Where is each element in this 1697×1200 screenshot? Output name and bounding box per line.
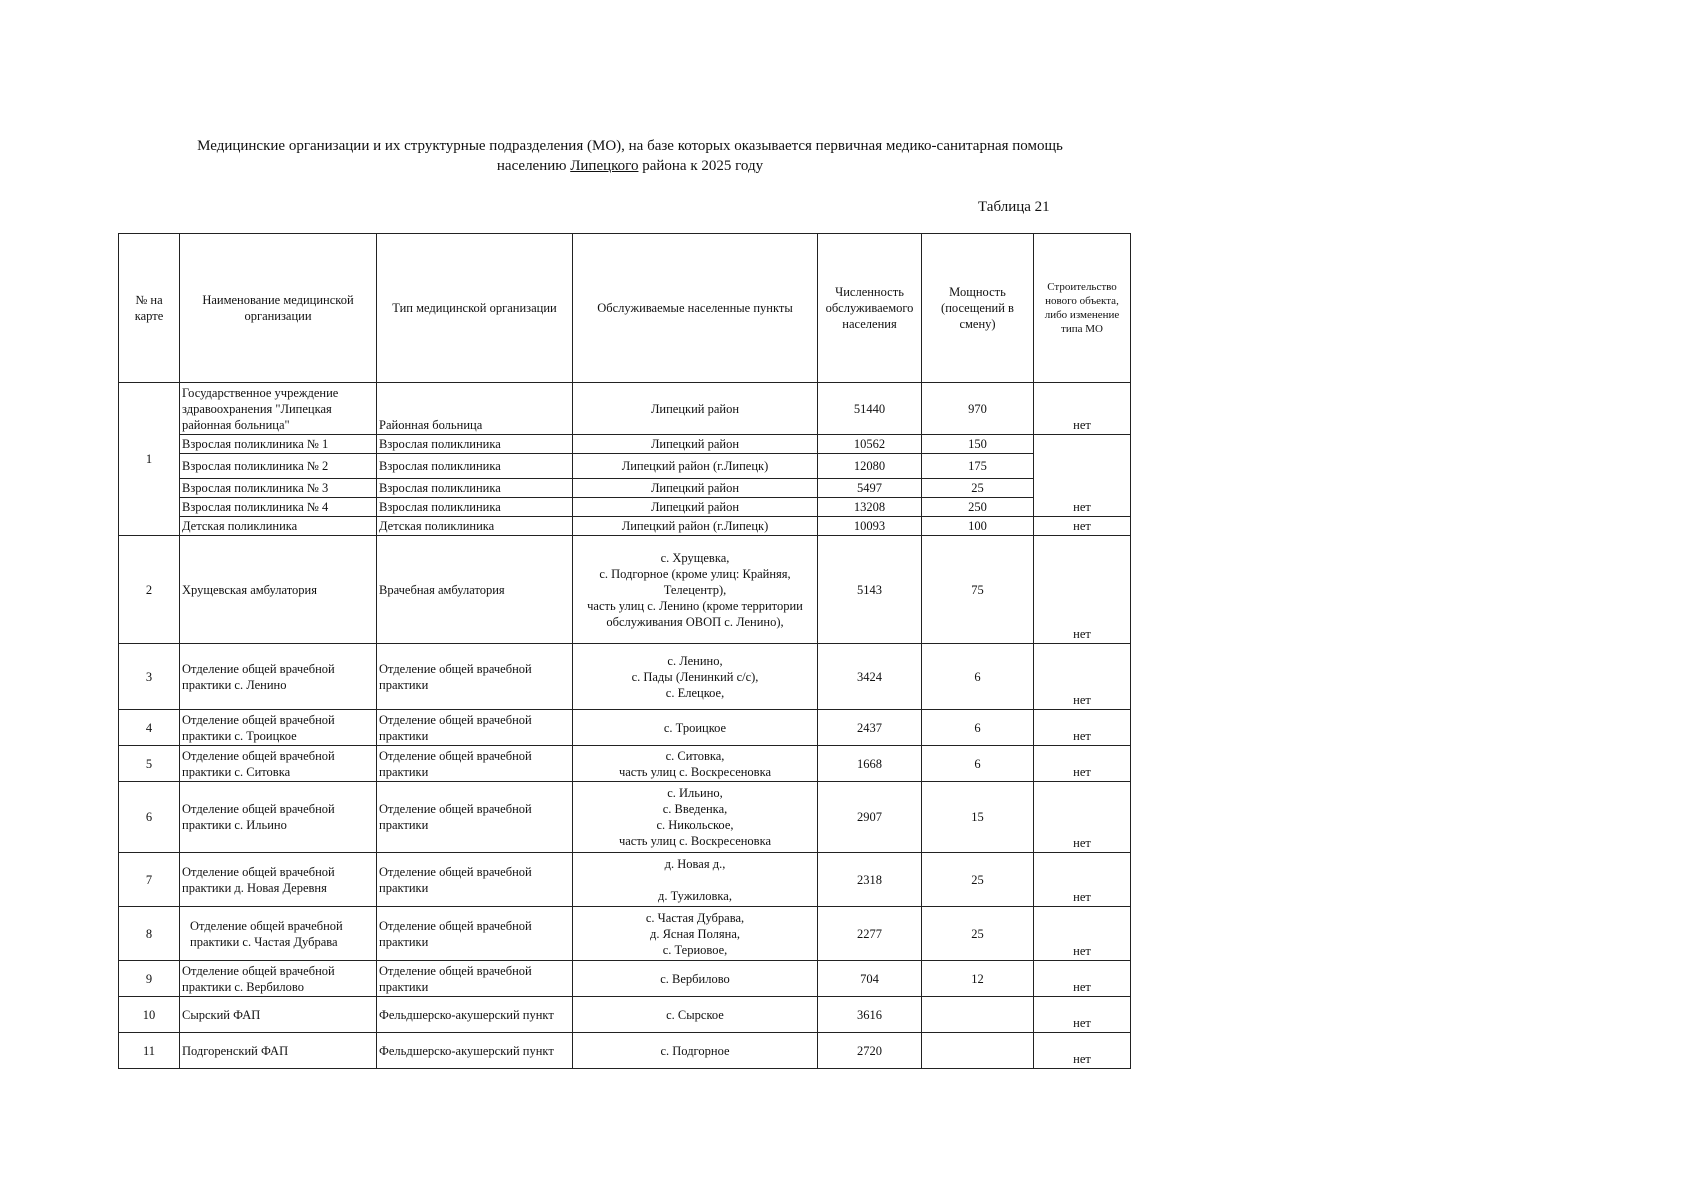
cell-name: Отделение общей врачебной практики с. Ленино	[180, 644, 377, 710]
table-row	[119, 435, 1131, 454]
cell-capacity: 15	[922, 782, 1034, 853]
cell-construction: нет	[1034, 517, 1131, 536]
header-name: Наименование медицинской организации	[180, 234, 377, 383]
cell-capacity: 150	[922, 435, 1034, 454]
table-row	[119, 746, 1131, 782]
table-row	[119, 961, 1131, 997]
header-capacity: Мощность (посещений в смену)	[922, 234, 1034, 383]
table-row	[119, 383, 1131, 435]
cell-num: 10	[119, 997, 180, 1033]
cell-type: Отделение общей врачебной практики	[377, 961, 573, 997]
title-line-2	[130, 156, 1130, 176]
cell-name: Взрослая поликлиника № 4	[180, 498, 377, 517]
cell-served: Липецкий район	[573, 435, 818, 454]
cell-type: Отделение общей врачебной практики	[377, 853, 573, 907]
title-pre: населению	[496, 158, 567, 174]
cell-num: 11	[119, 1033, 180, 1069]
cell-served: Липецкий район	[573, 498, 818, 517]
cell-type: Отделение общей врачебной практики	[377, 710, 573, 746]
cell-population: 3424	[818, 644, 922, 710]
cell-capacity: 6	[922, 746, 1034, 782]
cell-type: Взрослая поликлиника	[377, 454, 573, 479]
table-row	[119, 782, 1131, 853]
table-row	[119, 644, 1131, 710]
table-row	[119, 536, 1131, 644]
cell-capacity: 250	[922, 498, 1034, 517]
cell-name: Отделение общей врачебной практики с. Троицкое	[180, 710, 377, 746]
cell-population: 1668	[818, 746, 922, 782]
cell-population: 12080	[818, 454, 922, 479]
cell-population: 2437	[818, 710, 922, 746]
cell-name: Взрослая поликлиника № 2	[180, 454, 377, 479]
cell-name: Отделение общей врачебной практики с. Ситовка	[180, 746, 377, 782]
cell-name: Отделение общей врачебной практики с. Частая Дубрава	[180, 907, 377, 961]
header-population: Численность обслуживаемого населения	[818, 234, 922, 383]
cell-name: Взрослая поликлиника № 1	[180, 435, 377, 454]
cell-num: 5	[119, 746, 180, 782]
cell-served: Липецкий район (г.Липецк)	[573, 517, 818, 536]
table-row	[119, 454, 1131, 479]
cell-population: 2318	[818, 853, 922, 907]
cell-construction: нет	[1034, 536, 1131, 644]
cell-capacity: 100	[922, 517, 1034, 536]
cell-served: с. Ильино, с. Введенка, с. Никольское, часть улиц с. Воскресеновка	[573, 782, 818, 853]
cell-capacity: 6	[922, 644, 1034, 710]
table-row	[119, 1033, 1131, 1069]
cell-construction: нет	[1034, 853, 1131, 907]
header-num: № на карте	[119, 234, 180, 383]
cell-name: Отделение общей врачебной практики с. Вербилово	[180, 961, 377, 997]
cell-name: Детская поликлиника	[180, 517, 377, 536]
cell-num: 2	[119, 536, 180, 644]
cell-construction: нет	[1034, 435, 1131, 517]
cell-capacity: 12	[922, 961, 1034, 997]
cell-served: с. Троицкое	[573, 710, 818, 746]
cell-capacity: 25	[922, 479, 1034, 498]
cell-served: с. Вербилово	[573, 961, 818, 997]
cell-construction: нет	[1034, 1033, 1131, 1069]
cell-population: 5143	[818, 536, 922, 644]
cell-type: Районная больница	[377, 383, 573, 435]
table-label: Таблица 21	[978, 199, 1050, 215]
cell-type: Отделение общей врачебной практики	[377, 782, 573, 853]
cell-type: Фельдшерско-акушерский пункт	[377, 1033, 573, 1069]
cell-population: 5497	[818, 479, 922, 498]
table-row	[119, 479, 1131, 498]
cell-population: 2720	[818, 1033, 922, 1069]
cell-capacity: 175	[922, 454, 1034, 479]
table-body	[119, 383, 1131, 1069]
header-row	[119, 234, 1131, 383]
document-title	[130, 136, 1130, 176]
title-line-1: Медицинские организации и их структурные подразделения (МО), на базе которых оказывается первичная медико-санитарная помощь	[197, 138, 1063, 154]
cell-construction: нет	[1034, 907, 1131, 961]
cell-num: 1	[119, 383, 180, 536]
cell-capacity: 25	[922, 907, 1034, 961]
table-row	[119, 710, 1131, 746]
organizations-table	[118, 233, 1131, 1069]
header-construction: Строительство нового объекта, либо изменение типа МО	[1034, 234, 1131, 383]
cell-served: с. Ситовка, часть улиц с. Воскресеновка	[573, 746, 818, 782]
cell-type: Взрослая поликлиника	[377, 498, 573, 517]
cell-served: с. Хрущевка, с. Подгорное (кроме улиц: Крайняя, Телецентр), часть улиц с. Ленино (кроме территории обслуживания ОВОП с. Ленино),	[573, 536, 818, 644]
cell-type: Отделение общей врачебной практики	[377, 907, 573, 961]
cell-num: 4	[119, 710, 180, 746]
table-row	[119, 498, 1131, 517]
cell-population: 704	[818, 961, 922, 997]
cell-served: Липецкий район	[573, 383, 818, 435]
table-row	[119, 907, 1131, 961]
header-served: Обслуживаемые населенные пункты	[573, 234, 818, 383]
cell-name: Взрослая поликлиника № 3	[180, 479, 377, 498]
cell-name: Подгоренский ФАП	[180, 1033, 377, 1069]
cell-num: 8	[119, 907, 180, 961]
table-row	[119, 997, 1131, 1033]
title-district: Липецкого	[570, 158, 639, 174]
cell-construction: нет	[1034, 710, 1131, 746]
cell-num: 3	[119, 644, 180, 710]
cell-population: 10093	[818, 517, 922, 536]
table-row	[119, 517, 1131, 536]
cell-population: 10562	[818, 435, 922, 454]
cell-served: д. Новая д., д. Тужиловка,	[573, 853, 818, 907]
cell-construction: нет	[1034, 383, 1131, 435]
cell-capacity	[922, 1033, 1034, 1069]
cell-served: с. Частая Дубрава, д. Ясная Поляна, с. Териовое,	[573, 907, 818, 961]
cell-num: 7	[119, 853, 180, 907]
cell-capacity: 75	[922, 536, 1034, 644]
cell-capacity: 6	[922, 710, 1034, 746]
cell-type: Детская поликлиника	[377, 517, 573, 536]
cell-population: 2277	[818, 907, 922, 961]
cell-construction: нет	[1034, 644, 1131, 710]
cell-capacity: 25	[922, 853, 1034, 907]
cell-type: Взрослая поликлиника	[377, 479, 573, 498]
title-post: района к 2025 году	[642, 158, 764, 174]
cell-construction: нет	[1034, 997, 1131, 1033]
cell-capacity	[922, 997, 1034, 1033]
cell-served: Липецкий район	[573, 479, 818, 498]
cell-population: 2907	[818, 782, 922, 853]
cell-type: Отделение общей врачебной практики	[377, 644, 573, 710]
cell-construction: нет	[1034, 782, 1131, 853]
cell-population: 3616	[818, 997, 922, 1033]
cell-name: Хрущевская амбулатория	[180, 536, 377, 644]
cell-name: Отделение общей врачебной практики с. Ильино	[180, 782, 377, 853]
cell-served: с. Сырское	[573, 997, 818, 1033]
cell-type: Фельдшерско-акушерский пункт	[377, 997, 573, 1033]
cell-type: Взрослая поликлиника	[377, 435, 573, 454]
cell-name: Сырский ФАП	[180, 997, 377, 1033]
cell-population: 13208	[818, 498, 922, 517]
cell-num: 9	[119, 961, 180, 997]
cell-type: Отделение общей врачебной практики	[377, 746, 573, 782]
cell-name: Отделение общей врачебной практики д. Новая Деревня	[180, 853, 377, 907]
cell-population: 51440	[818, 383, 922, 435]
cell-type: Врачебная амбулатория	[377, 536, 573, 644]
cell-construction: нет	[1034, 746, 1131, 782]
cell-capacity: 970	[922, 383, 1034, 435]
cell-construction: нет	[1034, 961, 1131, 997]
header-type: Тип медицинской организации	[377, 234, 573, 383]
cell-served: с. Подгорное	[573, 1033, 818, 1069]
cell-served: Липецкий район (г.Липецк)	[573, 454, 818, 479]
cell-served: с. Ленино, с. Пады (Ленинкий с/с), с. Елецкое,	[573, 644, 818, 710]
cell-num: 6	[119, 782, 180, 853]
cell-name: Государственное учреждение здравоохранения "Липецкая районная больница"	[180, 383, 377, 435]
table-row	[119, 853, 1131, 907]
